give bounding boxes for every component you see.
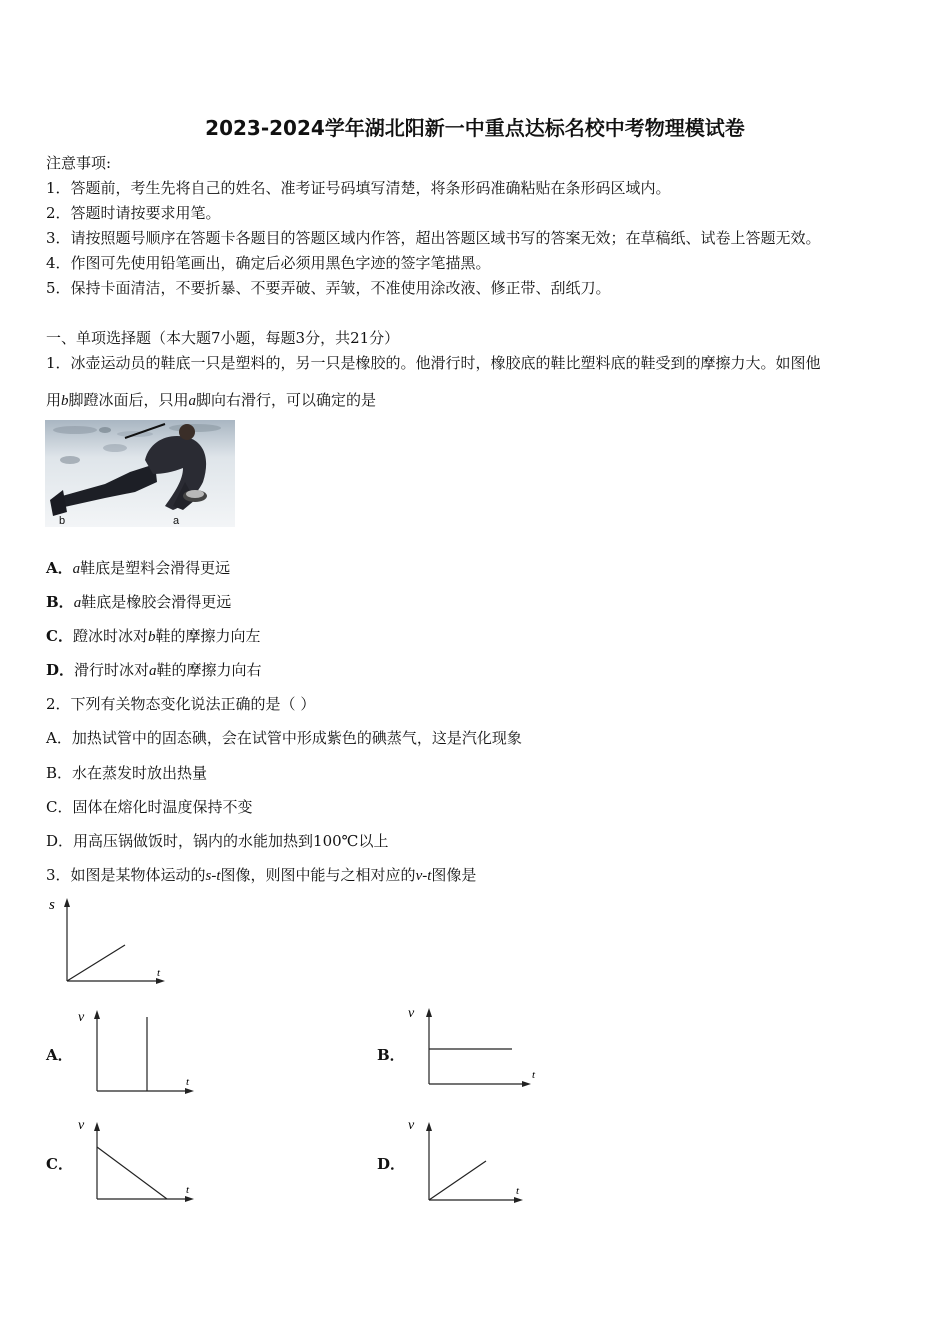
q3-option-c-graph (72, 1112, 202, 1207)
y-axis-arrow-icon (94, 1010, 100, 1019)
notice-item-5: 5．保持卡面清洁，不要折暴、不要弄破、弄皱，不准使用涂改液、修正带、刮纸刀。 (46, 279, 611, 297)
q2-option-c: C．固体在熔化时温度保持不变 (46, 798, 253, 816)
q2-option-a: A．加热试管中的固态碘，会在试管中形成紫色的碘蒸气，这是汽化现象 (46, 729, 522, 747)
photo-label-b: b (59, 515, 66, 527)
t-axis-label: t (516, 1185, 520, 1197)
q2-option-d: D．用高压锅做饭时，锅内的水能加热到100℃以上 (46, 832, 389, 850)
v-axis-label: v (408, 1006, 415, 1021)
q1-stem-line1: 1．冰壶运动员的鞋底一只是塑料的，另一只是橡胶的。他滑行时，橡胶底的鞋比塑料底的鞋受到的摩擦力大。如图他 (46, 354, 821, 372)
q3-option-d-graph (404, 1112, 534, 1207)
q1-option-a: A．a鞋底是塑料会滑得更远 (46, 559, 231, 577)
t-axis-label: t (186, 1076, 190, 1088)
notice-heading: 注意事项: (46, 154, 112, 172)
page-title: 2023-2024学年湖北阳新一中重点达标名校中考物理模试卷 (205, 116, 745, 140)
vt-increasing-line (429, 1161, 486, 1200)
q3-stem: 3．如图是某物体运动的s-t图像，则图中能与之相对应的v-t图像是 (46, 866, 477, 884)
q1-option-b: B．a鞋底是橡胶会滑得更远 (46, 593, 232, 611)
y-axis-arrow-icon (94, 1122, 100, 1131)
t-axis-label: t (532, 1069, 536, 1081)
notice-item-3: 3．请按照题号顺序在答题卡各题目的答题区域内作答，超出答题区域书写的答案无效；在草稿纸、试卷上答题无效。 (46, 229, 821, 247)
x-axis-arrow-icon (514, 1197, 523, 1203)
q2-option-b: B．水在蒸发时放出热量 (46, 764, 208, 782)
st-line (67, 945, 125, 981)
x-axis-arrow-icon (185, 1088, 194, 1094)
photo-label-a: a (173, 515, 180, 527)
x-axis-arrow-icon (185, 1196, 194, 1202)
y-axis-arrow-icon (64, 898, 70, 907)
q3-st-graph (40, 893, 170, 988)
y-axis-arrow-icon (426, 1008, 432, 1017)
q3-option-a-graph (72, 1003, 202, 1098)
q3-option-c-label: C． (46, 1155, 73, 1173)
notice-item-4: 4．作图可先使用铅笔画出，确定后必须用黑色字迹的签字笔描黑。 (46, 254, 491, 272)
t-axis-label: t (157, 967, 161, 979)
curling-photo (45, 420, 235, 527)
q1-option-d: D．滑行时冰对a鞋的摩擦力向右 (46, 661, 262, 679)
vt-decreasing-line (97, 1147, 167, 1199)
q1-stem-line2: 用b脚蹬冰面后，只用a脚向右滑行，可以确定的是 (46, 391, 377, 409)
v-axis-label: v (408, 1118, 415, 1133)
q1-option-c: C．蹬冰时冰对b鞋的摩擦力向左 (46, 627, 261, 645)
notice-item-2: 2．答题时请按要求用笔。 (46, 204, 221, 222)
q3-option-a-label: A． (46, 1046, 73, 1064)
q2-stem: 2．下列有关物态变化说法正确的是（ ） (46, 695, 316, 713)
q3-option-d-label: D． (377, 1155, 406, 1173)
x-axis-arrow-icon (522, 1081, 531, 1087)
y-axis-arrow-icon (426, 1122, 432, 1131)
v-axis-label: v (78, 1010, 85, 1025)
t-axis-label: t (186, 1184, 190, 1196)
q3-option-b-label: B． (377, 1046, 405, 1064)
notice-item-1: 1．答题前，考生先将自己的姓名、准考证号码填写清楚，将条形码准确粘贴在条形码区域内。 (46, 179, 671, 197)
q3-option-b-graph (404, 1000, 544, 1095)
s-axis-label: s (49, 897, 55, 913)
section-heading: 一、单项选择题（本大题7小题，每题3分，共21分） (46, 329, 400, 347)
v-axis-label: v (78, 1118, 85, 1133)
